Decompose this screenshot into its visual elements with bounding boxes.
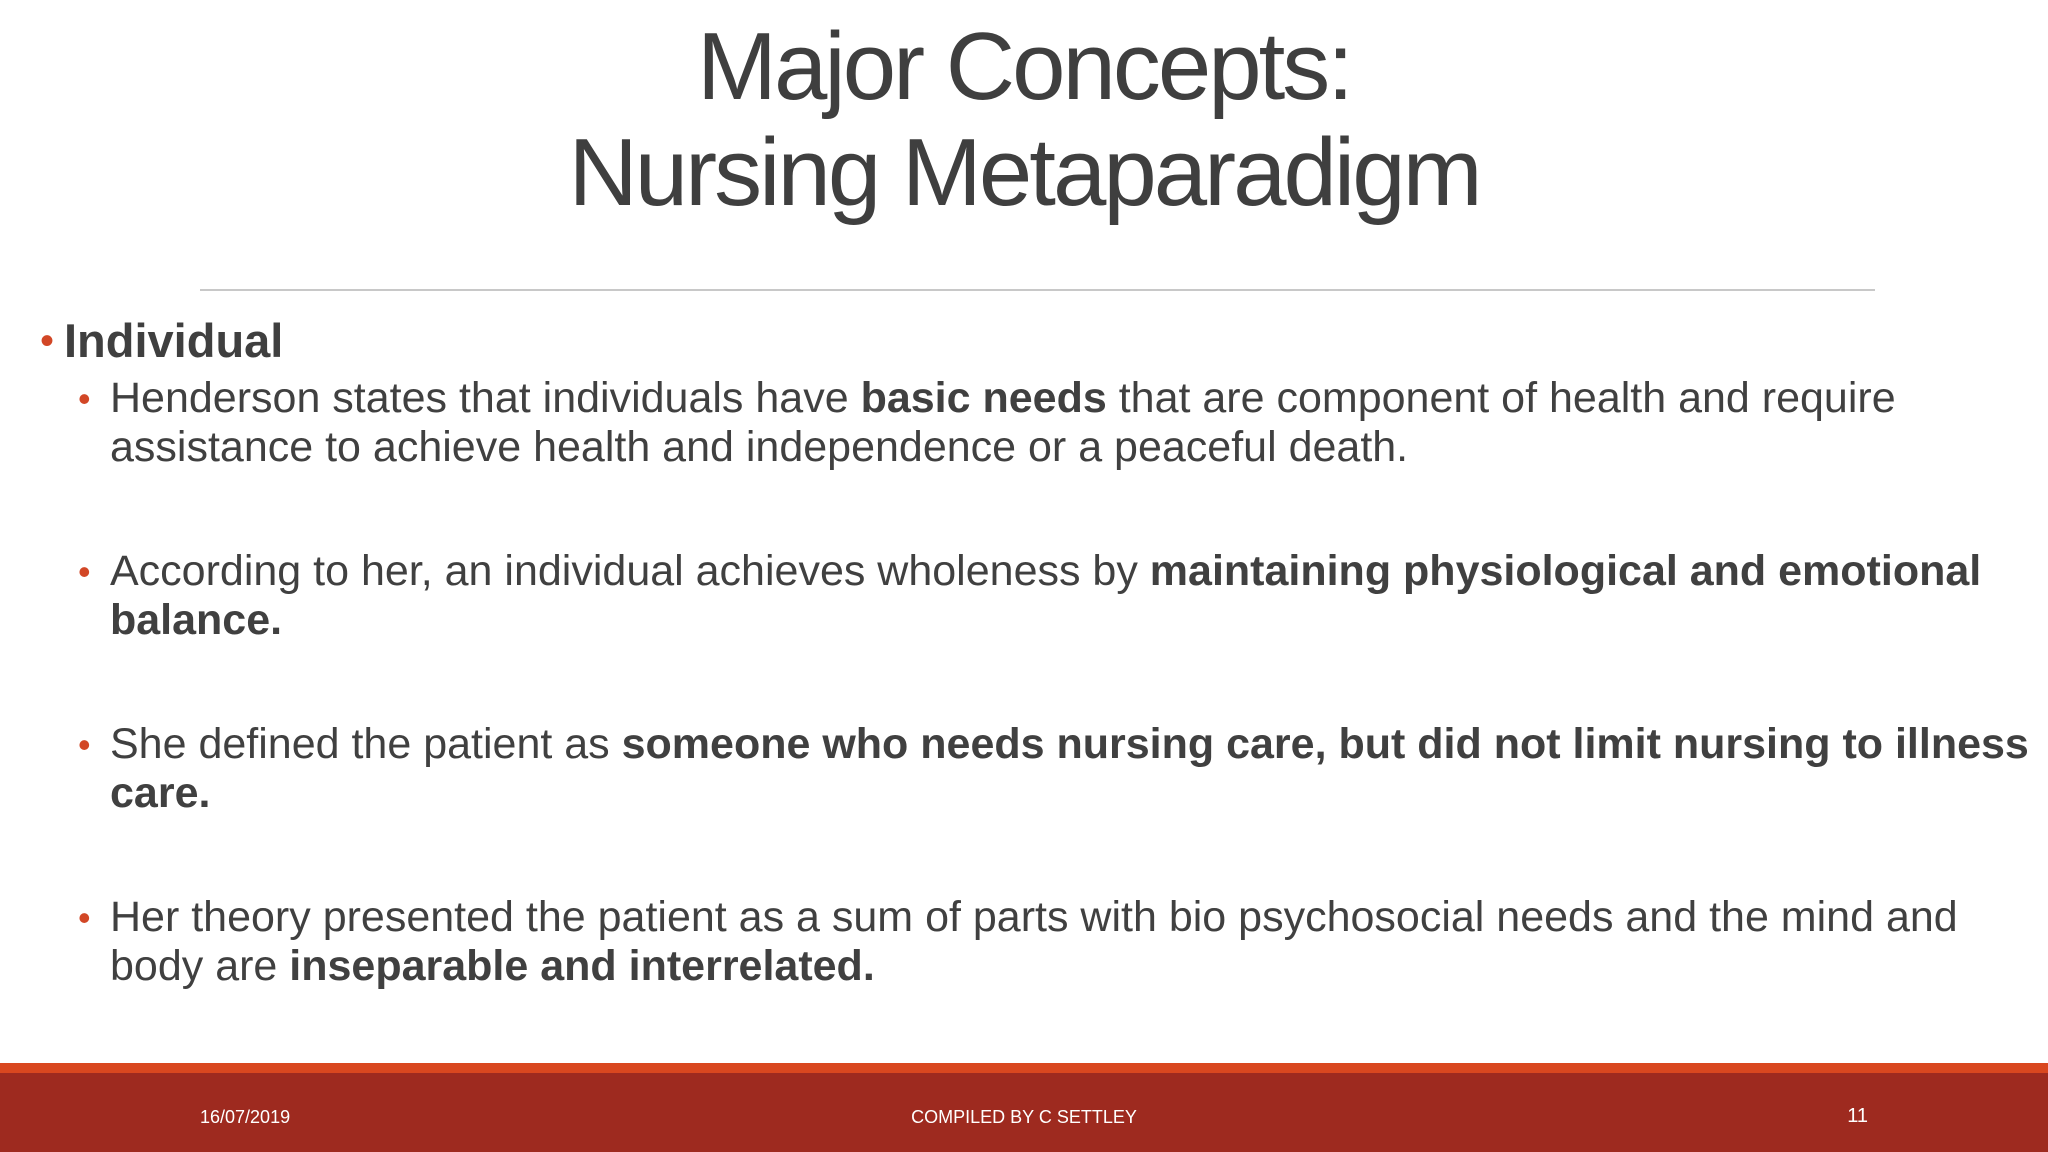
bullet-dot-icon: • — [40, 319, 55, 363]
list-item — [78, 374, 2030, 472]
bullet-dot-icon: • — [78, 724, 91, 765]
list-item — [78, 720, 2030, 818]
slide-content — [40, 310, 2030, 1066]
bullet-dot-icon: • — [78, 551, 91, 592]
bullet-text: She defined the patient as — [110, 720, 622, 768]
bullet-text: that are component of health and require assistance to achieve health and independence or a peaceful death. — [110, 374, 1896, 471]
heading-bullet — [40, 310, 2030, 372]
footer-author: COMPILED BY C SETTLEY — [911, 1107, 1137, 1127]
bullet-dot-icon: • — [78, 378, 91, 419]
title-line-1: Major Concepts: — [697, 13, 1351, 120]
bullet-dot-icon: • — [78, 897, 91, 938]
footer-date: 16/07/2019 — [200, 1107, 291, 1127]
bullet-text: Her theory presented the patient as a sum of parts with bio psychosocial needs and the mind and body are — [110, 893, 1958, 990]
footer-accent-stripe — [0, 1063, 2048, 1073]
slide-title — [0, 14, 2048, 226]
page-number: 11 — [1847, 1105, 1868, 1127]
list-item — [78, 547, 2030, 645]
bullet-text: According to her, an individual achieves wholeness by — [110, 547, 1150, 595]
bullet-text: Henderson states that individuals have — [110, 374, 861, 422]
footer — [0, 1073, 2048, 1152]
bullet-emphasis: maintaining physiological and emotional balance. — [110, 547, 1982, 644]
heading-text: Individual — [64, 314, 284, 367]
list-item — [78, 893, 2030, 991]
title-line-2: Nursing Metaparadigm — [568, 119, 1480, 226]
title-divider — [200, 289, 1875, 291]
bullet-emphasis: basic needs — [860, 374, 1107, 422]
bullet-emphasis: someone who needs nursing care, but did not limit nursing to illness care. — [110, 720, 2029, 817]
bullet-emphasis: inseparable and interrelated. — [289, 942, 875, 990]
